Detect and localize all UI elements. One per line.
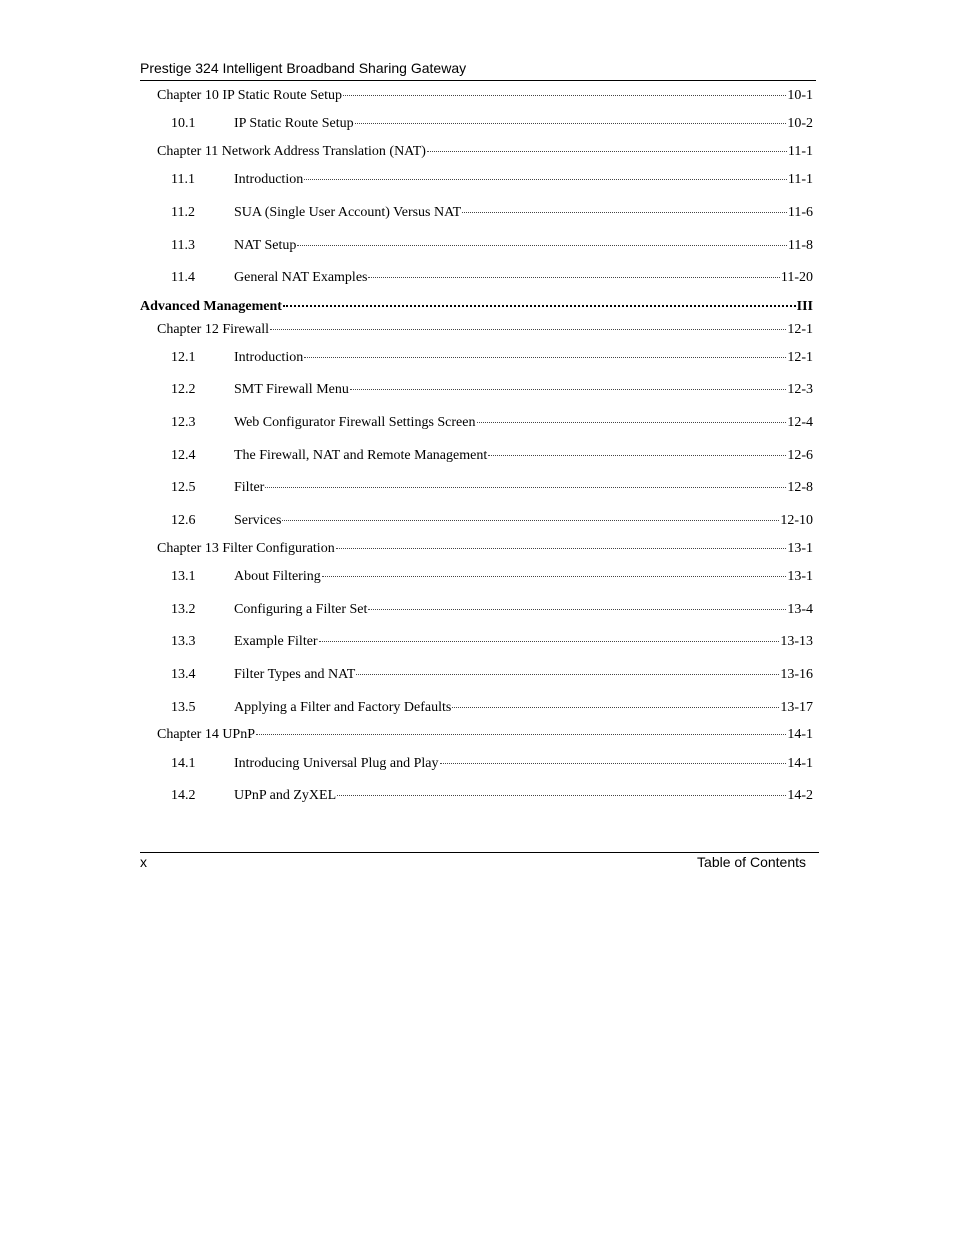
toc-entry-title: Chapter 11 Network Address Translation (NAT) xyxy=(157,144,426,159)
dot-leader xyxy=(356,673,779,675)
toc-entry-title: UPnP and ZyXEL xyxy=(234,788,337,803)
toc-entry-title: Applying a Filter and Factory Defaults xyxy=(234,700,452,715)
toc-page-number: 11-1 xyxy=(787,144,813,159)
dot-leader xyxy=(477,421,787,423)
toc-section-entry[interactable] xyxy=(140,350,813,370)
toc-chapter-entry[interactable] xyxy=(140,727,813,747)
toc-entry-title: Filter Types and NAT xyxy=(234,667,356,682)
toc-section-entry[interactable] xyxy=(140,602,813,622)
toc-entry-title: Advanced Management xyxy=(140,299,282,314)
toc-entry-title: Services xyxy=(234,513,282,528)
dot-leader xyxy=(270,328,786,330)
toc-entry-title: Introducing Universal Plug and Play xyxy=(234,756,439,771)
toc-section-number: 11.1 xyxy=(171,172,195,187)
toc-page-number: 12-6 xyxy=(787,448,813,463)
toc-page-number: 10-1 xyxy=(787,88,813,103)
toc-entry-title: SMT Firewall Menu xyxy=(234,382,349,397)
toc-section-number: 12.2 xyxy=(171,382,196,397)
page-number: x xyxy=(140,854,147,870)
dot-leader xyxy=(283,304,796,307)
toc-section-entry[interactable] xyxy=(140,700,813,720)
toc-chapter-entry[interactable] xyxy=(140,88,813,108)
toc-entry-title: About Filtering xyxy=(234,569,321,584)
page-header xyxy=(140,60,816,81)
toc-section-number: 10.1 xyxy=(171,116,196,131)
toc-entry-title: Introduction xyxy=(234,172,304,187)
toc-entry-title: Example Filter xyxy=(234,634,318,649)
toc-chapter-entry[interactable] xyxy=(140,144,813,164)
toc-section-entry[interactable] xyxy=(140,569,813,589)
toc-page-number: 14-1 xyxy=(787,756,813,771)
toc-entry-title: The Firewall, NAT and Remote Management xyxy=(234,448,488,463)
toc-section-entry[interactable] xyxy=(140,415,813,435)
toc-entry-title: NAT Setup xyxy=(234,238,297,253)
toc-page-number: 12-4 xyxy=(787,415,813,430)
toc-section-number: 13.2 xyxy=(171,602,196,617)
toc-section-number: 14.2 xyxy=(171,788,196,803)
toc-page-number: 12-3 xyxy=(787,382,813,397)
toc-entry-title: Chapter 12 Firewall xyxy=(157,322,269,337)
dot-leader xyxy=(368,276,779,278)
toc-page-number: 12-1 xyxy=(787,350,813,365)
toc-section-number: 12.1 xyxy=(171,350,196,365)
dot-leader xyxy=(462,211,787,213)
dot-leader xyxy=(256,733,786,735)
toc-section-number: 11.4 xyxy=(171,270,195,285)
toc-entry-title: Filter xyxy=(234,480,265,495)
toc-page-number: 14-2 xyxy=(787,788,813,803)
dot-leader xyxy=(322,575,787,577)
toc-page-number: 12-8 xyxy=(787,480,813,495)
toc-page-number: 12-10 xyxy=(780,513,813,528)
toc-page-number: 13-13 xyxy=(780,634,813,649)
dot-leader xyxy=(336,547,787,549)
toc-chapter-entry[interactable] xyxy=(140,541,813,561)
dot-leader xyxy=(440,762,787,764)
toc-entry-title: IP Static Route Setup xyxy=(234,116,354,131)
toc-section-entry[interactable] xyxy=(140,634,813,654)
toc-section-number: 12.5 xyxy=(171,480,196,495)
toc-section-entry[interactable] xyxy=(140,172,813,192)
toc-part-entry[interactable] xyxy=(140,299,813,319)
page-footer xyxy=(140,852,819,870)
dot-leader xyxy=(452,706,779,708)
toc-page-number: 13-1 xyxy=(787,541,813,556)
dot-leader xyxy=(337,794,786,796)
toc-page-number: 13-16 xyxy=(780,667,813,682)
toc-section-number: 13.4 xyxy=(171,667,196,682)
dot-leader xyxy=(304,178,787,180)
toc-section-entry[interactable] xyxy=(140,788,813,808)
toc-entry-title: Chapter 13 Filter Configuration xyxy=(157,541,335,556)
toc-section-number: 14.1 xyxy=(171,756,196,771)
dot-leader xyxy=(265,486,786,488)
dot-leader xyxy=(350,388,786,390)
toc-section-entry[interactable] xyxy=(140,513,813,533)
toc-section-number: 11.3 xyxy=(171,238,195,253)
toc-section-entry[interactable] xyxy=(140,270,813,290)
toc-page-number: 10-2 xyxy=(787,116,813,131)
dot-leader xyxy=(319,640,780,642)
toc-page-number: 12-1 xyxy=(787,322,813,337)
toc-section-entry[interactable] xyxy=(140,382,813,402)
dot-leader xyxy=(297,244,786,246)
toc-section-entry[interactable] xyxy=(140,238,813,258)
toc-page-number: III xyxy=(796,299,813,314)
dot-leader xyxy=(282,519,779,521)
toc-page-number: 11-1 xyxy=(787,172,813,187)
toc-section-entry[interactable] xyxy=(140,205,813,225)
toc-section-number: 13.5 xyxy=(171,700,196,715)
toc-page-number: 11-8 xyxy=(787,238,813,253)
dot-leader xyxy=(304,356,786,358)
toc-section-entry[interactable] xyxy=(140,667,813,687)
toc-section-entry[interactable] xyxy=(140,480,813,500)
dot-leader xyxy=(368,608,786,610)
toc-entry-title: Introduction xyxy=(234,350,304,365)
toc-page-number: 11-20 xyxy=(780,270,813,285)
toc-section-number: 12.6 xyxy=(171,513,196,528)
toc-page-number: 11-6 xyxy=(787,205,813,220)
toc-page-number: 13-4 xyxy=(787,602,813,617)
toc-section-number: 12.3 xyxy=(171,415,196,430)
dot-leader xyxy=(427,150,787,152)
toc-section-number: 12.4 xyxy=(171,448,196,463)
toc-section-entry[interactable] xyxy=(140,756,813,776)
toc-entry-title: Chapter 10 IP Static Route Setup xyxy=(157,88,342,103)
toc-page-number: 13-1 xyxy=(787,569,813,584)
dot-leader xyxy=(355,122,787,124)
toc-entry-title: Web Configurator Firewall Settings Screen xyxy=(234,415,476,430)
toc-chapter-entry[interactable] xyxy=(140,322,813,342)
document-title: Prestige 324 Intelligent Broadband Sharing Gateway xyxy=(140,60,467,76)
toc-page-number: 13-17 xyxy=(780,700,813,715)
toc-section-entry[interactable] xyxy=(140,116,813,136)
dot-leader xyxy=(343,94,786,96)
toc-entry-title: General NAT Examples xyxy=(234,270,368,285)
toc-section-entry[interactable] xyxy=(140,448,813,468)
toc-entry-title: Chapter 14 UPnP xyxy=(157,727,255,742)
footer-section-title: Table of Contents xyxy=(697,854,806,870)
toc-section-number: 13.1 xyxy=(171,569,196,584)
toc-section-number: 13.3 xyxy=(171,634,196,649)
toc-entry-title: SUA (Single User Account) Versus NAT xyxy=(234,205,462,220)
dot-leader xyxy=(488,454,786,456)
toc-page-number: 14-1 xyxy=(787,727,813,742)
toc-entry-title: Configuring a Filter Set xyxy=(234,602,368,617)
toc-section-number: 11.2 xyxy=(171,205,195,220)
